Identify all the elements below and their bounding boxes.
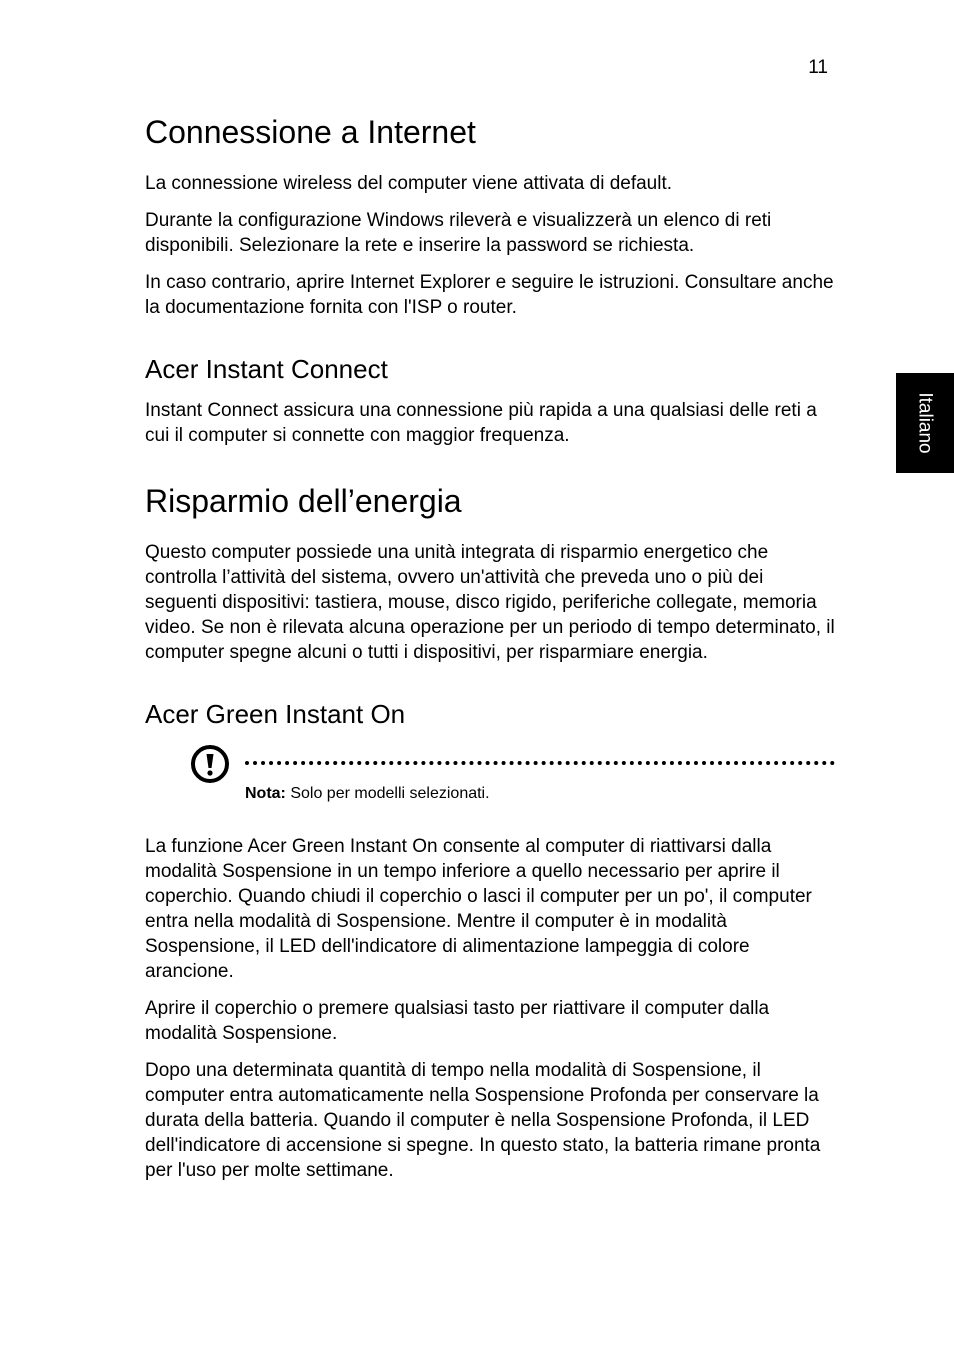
exclamation-circle-icon xyxy=(190,744,230,784)
language-tab xyxy=(896,373,954,473)
note-text xyxy=(245,784,490,804)
paragraph: La connessione wireless del computer viene attivata di default. xyxy=(145,173,673,195)
subsection-title-instant-connect: Acer Instant Connect xyxy=(145,354,388,385)
paragraph: Questo computer possiede una unità integrata di risparmio energetico che controlla l’attività del sistema, ovvero un'attività che preveda uno o più dei seguenti dispositivi: tastiera, mouse, disco rigido, periferiche collegate, memoria video. Se non è rilevata alcuna operazione per un periodo di tempo determinato, il computer spegne alcuni o tutti i dispositivi, per risparmiare energia. xyxy=(145,541,835,663)
paragraph: Dopo una determinata quantità di tempo nella modalità di Sospensione, il computer entra automaticamente nella Sospensione Profonda per conservare la durata della batteria. Quando il computer è nella Sospensione Profonda, il LED dell'indicatore di accensione si spegne. In questo stato, la batteria rimane pronta per l'uso per molte settimane. xyxy=(145,1060,821,1182)
page-number: 11 xyxy=(808,57,828,78)
paragraph: Durante la configurazione Windows rileverà e visualizzerà un elenco di reti disponibili. Selezionare la rete e inserire la password se richiesta. xyxy=(145,210,772,257)
page-content xyxy=(145,113,835,1183)
paragraph: La funzione Acer Green Instant On consente al computer di riattivarsi dalla modalità Sospensione in un tempo inferiore a quello necessario per aprire il coperchio. Quando chiudi il coperchio o lasci il computer per un po', il computer entra nella modalità di Sospensione. Mentre il computer è in modalità Sospensione, il LED dell'indicatore di alimentazione lampeggia di colore arancione. xyxy=(145,836,812,983)
note-label: Nota: xyxy=(245,785,286,803)
note-box xyxy=(145,744,835,810)
note-body: Solo per modelli selezionati. xyxy=(285,785,490,803)
paragraph: Instant Connect assicura una connessione più rapida a una qualsiasi delle reti a cui il computer si connette con maggior frequenza. xyxy=(145,399,817,446)
paragraph: In caso contrario, aprire Internet Explorer e seguire le istruzioni. Consultare anche la documentazione fornita con l'ISP o router. xyxy=(145,272,834,319)
note-divider xyxy=(245,761,835,765)
section-title-internet: Connessione a Internet xyxy=(145,114,476,150)
paragraph: Aprire il coperchio o premere qualsiasi tasto per riattivare il computer dalla modalità Sospensione. xyxy=(145,998,770,1045)
section-title-power: Risparmio dell’energia xyxy=(145,482,462,519)
language-tab-label: Italiano xyxy=(915,392,936,454)
subsection-title-green-instant-on: Acer Green Instant On xyxy=(145,698,406,729)
